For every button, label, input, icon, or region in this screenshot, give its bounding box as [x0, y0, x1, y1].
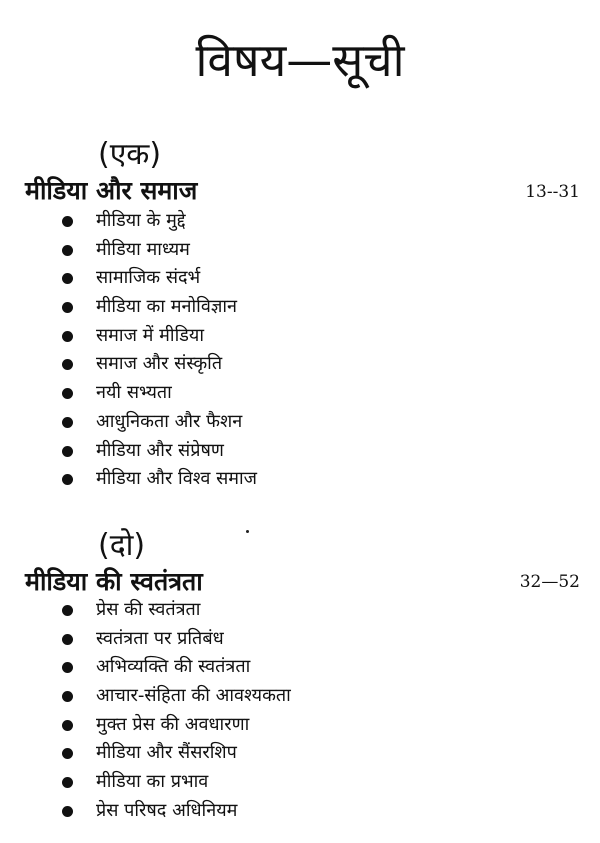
toc-item — [0, 625, 600, 654]
toc-item-list — [0, 596, 600, 826]
toc-item-text: स्वतंत्रता पर प्रतिबंध — [96, 627, 224, 649]
page-range: 32—52 — [519, 572, 580, 592]
bullet-icon — [62, 446, 73, 457]
toc-item-text: मीडिया और विश्व समाज — [96, 468, 258, 490]
bullet-icon — [62, 474, 73, 485]
bullet-icon — [62, 302, 73, 313]
bullet-icon — [62, 806, 73, 817]
print-speck — [246, 530, 249, 533]
toc-item-text: समाज में मीडिया — [96, 324, 204, 346]
toc-item-text: मुक्त प्रेस की अवधारणा — [96, 713, 250, 735]
toc-item — [0, 350, 600, 379]
toc-item-text: आचार-संहिता की आवश्यकता — [96, 685, 291, 707]
toc-item — [0, 437, 600, 466]
toc-item — [0, 682, 600, 711]
bullet-icon — [62, 245, 73, 256]
bullet-icon — [62, 720, 73, 731]
bullet-icon — [62, 748, 73, 759]
bullet-icon — [62, 691, 73, 702]
toc-item-text: नयी सभ्यता — [96, 382, 172, 404]
toc-item-text: सामाजिक संदर्भ — [96, 267, 201, 289]
toc-item-text: मीडिया और संप्रेषण — [96, 439, 224, 461]
toc-item-text: मीडिया के मुद्दे — [96, 210, 186, 231]
toc-item — [0, 236, 600, 265]
toc-item — [0, 379, 600, 408]
toc-item-text: मीडिया का प्रभाव — [96, 771, 209, 793]
toc-item-text: अभिव्यक्ति की स्वतंत्रता — [96, 656, 251, 678]
bullet-icon — [62, 216, 73, 227]
toc-item-text: मीडिया माध्यम — [96, 238, 190, 260]
toc-item-text: मीडिया का मनोविज्ञान — [96, 296, 238, 318]
toc-item-text: समाज और संस्कृति — [96, 353, 223, 375]
section-number: (एक) — [98, 137, 162, 172]
section-number: (दो) — [98, 528, 146, 563]
section-heading: मीडिया की स्वतंत्रता — [25, 567, 203, 596]
bullet-icon — [62, 417, 73, 428]
toc-item — [0, 207, 600, 236]
bullet-icon — [62, 777, 73, 788]
bullet-icon — [62, 331, 73, 342]
toc-item — [0, 711, 600, 740]
section-heading: मीडिया और समाज — [25, 176, 198, 205]
toc-item — [0, 465, 600, 494]
toc-item — [0, 322, 600, 351]
bullet-icon — [62, 359, 73, 370]
toc-item — [0, 596, 600, 625]
toc-item-text: आधुनिकता और फैशन — [96, 410, 243, 432]
bullet-icon — [62, 634, 73, 645]
toc-item — [0, 768, 600, 797]
toc-item — [0, 653, 600, 682]
bullet-icon — [62, 662, 73, 673]
toc-item-text: प्रेस परिषद अधिनियम — [96, 799, 238, 821]
toc-item — [0, 408, 600, 437]
page-range: 13--31 — [525, 182, 580, 202]
bullet-icon — [62, 605, 73, 616]
toc-item — [0, 739, 600, 768]
toc-item — [0, 797, 600, 826]
toc-item-text: प्रेस की स्वतंत्रता — [96, 599, 201, 620]
bullet-icon — [62, 388, 73, 399]
toc-item — [0, 264, 600, 293]
page-title: विषय—सूची — [195, 33, 405, 87]
toc-item-list — [0, 207, 600, 494]
toc-item-text: मीडिया और सैंसरशिप — [96, 742, 237, 764]
toc-item — [0, 293, 600, 322]
bullet-icon — [62, 273, 73, 284]
